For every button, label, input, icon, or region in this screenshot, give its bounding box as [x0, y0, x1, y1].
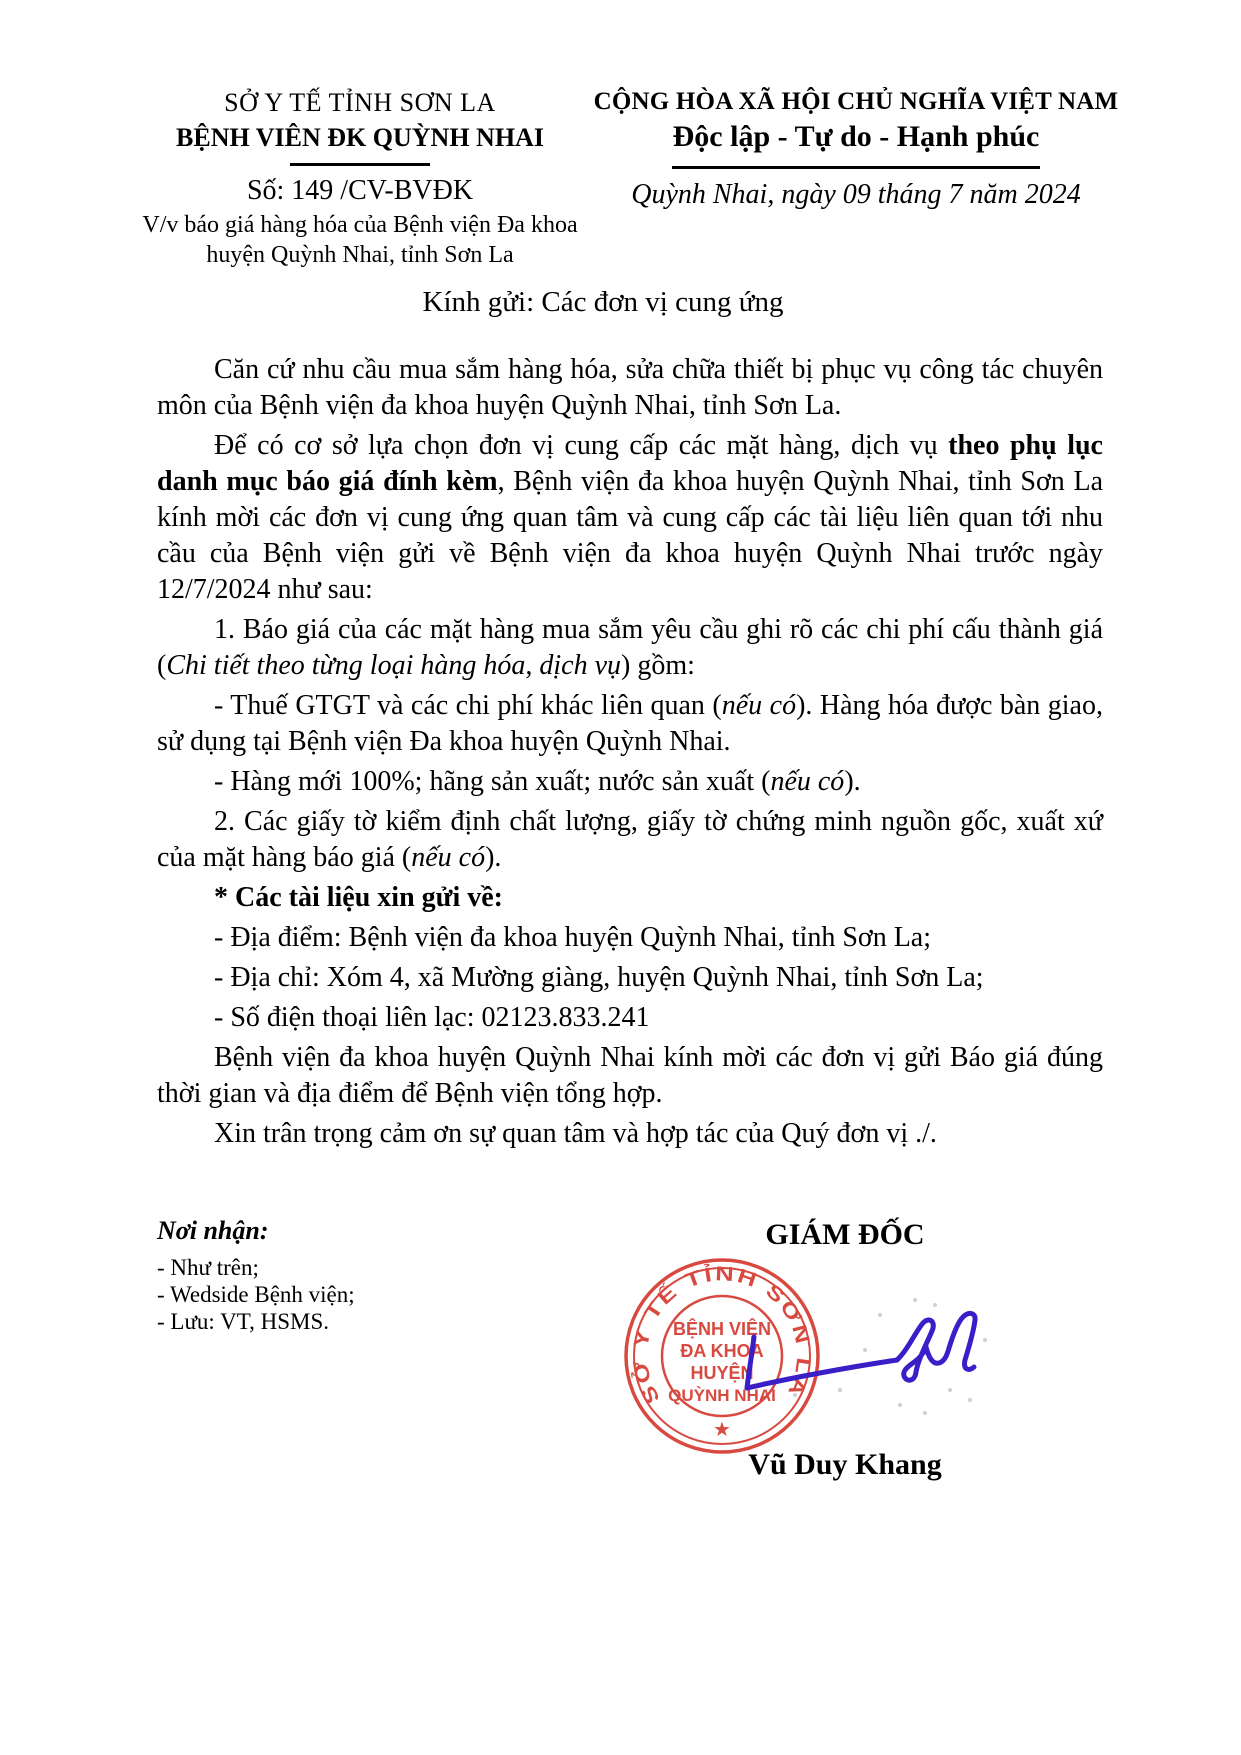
- body-paragraph: 2. Các giấy tờ kiểm định chất lượng, giấy tờ chứng minh nguồn gốc, xuất xứ của mặt hàng báo giá (nếu có).: [157, 806, 1103, 873]
- body-paragraph: - Số điện thoại liên lạc: 02123.833.241: [214, 1002, 650, 1033]
- org-name: BỆNH VIÊN ĐK QUỲNH NHAI: [176, 123, 544, 152]
- body-paragraph: - Địa điểm: Bệnh viện đa khoa huyện Quỳnh Nhai, tỉnh Sơn La;: [214, 922, 932, 953]
- header-left-divider: [290, 163, 430, 166]
- stamp-center-line2: ĐA KHOA: [680, 1341, 764, 1361]
- salutation: Kính gửi: Các đơn vị cung ứng: [422, 286, 784, 318]
- stamp-star-icon: ★: [713, 1419, 731, 1441]
- signer-name: Vũ Duy Khang: [748, 1448, 942, 1481]
- header-right-divider: [672, 166, 1040, 169]
- national-motto: Độc lập - Tự do - Hạnh phúc: [672, 120, 1040, 153]
- signature-strokes: [747, 1313, 975, 1388]
- recipient-item: - Wedside Bệnh viện;: [157, 1282, 355, 1307]
- document-subject: [135, 210, 585, 270]
- national-title: CỘNG HÒA XÃ HỘI CHỦ NGHĨA VIỆT NAM: [593, 88, 1119, 115]
- recipient-item: - Như trên;: [157, 1255, 259, 1280]
- body-paragraph: Bệnh viện đa khoa huyện Quỳnh Nhai kính mời các đơn vị gửi Báo giá đúng thời gian và địa điểm để Bệnh viện tổng hợp.: [157, 1042, 1103, 1109]
- stamp-center-line4: QUỲNH NHAI: [668, 1386, 776, 1405]
- body-paragraph: Để có cơ sở lựa chọn đơn vị cung cấp các mặt hàng, dịch vụ theo phụ lục danh mục báo giá đính kèm, Bệnh viện đa khoa huyện Quỳnh Nhai, tỉnh Sơn La kính mời các đơn vị cung ứng quan tâm và cung cấp các tài liệu liên quan tới nhu cầu của Bệnh viện gửi về Bệnh viện đa khoa huyện Quỳnh Nhai trước ngày 12/7/2024 như sau:: [157, 430, 1103, 605]
- signature: [580, 1295, 1010, 1430]
- recipients-block: [157, 1216, 355, 1335]
- recipients-list: [157, 1254, 355, 1335]
- body-paragraph: - Địa chỉ: Xóm 4, xã Mường giàng, huyện Quỳnh Nhai, tỉnh Sơn La;: [214, 962, 984, 993]
- body-paragraph: 1. Báo giá của các mặt hàng mua sắm yêu cầu ghi rõ các chi phí cấu thành giá (Chi tiết theo từng loại hàng hóa, dịch vụ) gồm:: [157, 614, 1103, 681]
- signature-speckles: [793, 1298, 987, 1415]
- header-right-block: [592, 88, 1120, 211]
- header-left-block: [135, 88, 585, 270]
- body-paragraph: Căn cứ nhu cầu mua sắm hàng hóa, sửa chữa thiết bị phục vụ công tác chuyên môn của Bệnh viện đa khoa huyện Quỳnh Nhai, tỉnh Sơn La.: [157, 354, 1103, 421]
- body-paragraph: - Thuế GTGT và các chi phí khác liên quan (nếu có). Hàng hóa được bàn giao, sử dụng tại Bệnh viện Đa khoa huyện Quỳnh Nhai.: [157, 690, 1103, 757]
- recipients-title: Nơi nhận:: [157, 1216, 269, 1245]
- body-paragraphs: [157, 352, 1103, 1156]
- document-subject-line1: V/v báo giá hàng hóa của Bệnh viện Đa khoa: [142, 212, 578, 238]
- stamp-center-line3: HUYỆN: [690, 1363, 754, 1383]
- body-paragraph: - Hàng mới 100%; hãng sản xuất; nước sản xuất (nếu có).: [214, 766, 861, 797]
- stamp-ring-text: SỞ Y TẾ TỈNH SƠN LA: [629, 1263, 815, 1408]
- org-parent-name: SỞ Y TẾ TỈNH SƠN LA: [224, 88, 496, 117]
- date-line: Quỳnh Nhai, ngày 09 tháng 7 năm 2024: [631, 179, 1081, 210]
- recipient-item: - Lưu: VT, HSMS.: [157, 1309, 329, 1334]
- body-paragraph: Xin trân trọng cảm ơn sự quan tâm và hợp tác của Quý đơn vị ./.: [214, 1118, 937, 1149]
- document-number: Số: 149 /CV-BVĐK: [246, 175, 474, 206]
- document-subject-line2: huyện Quỳnh Nhai, tỉnh Sơn La: [206, 242, 514, 268]
- body-paragraph: * Các tài liệu xin gửi về:: [214, 882, 503, 913]
- signer-title: GIÁM ĐỐC: [765, 1218, 925, 1251]
- stamp-center-line1: BỆNH VIỆN: [672, 1319, 772, 1339]
